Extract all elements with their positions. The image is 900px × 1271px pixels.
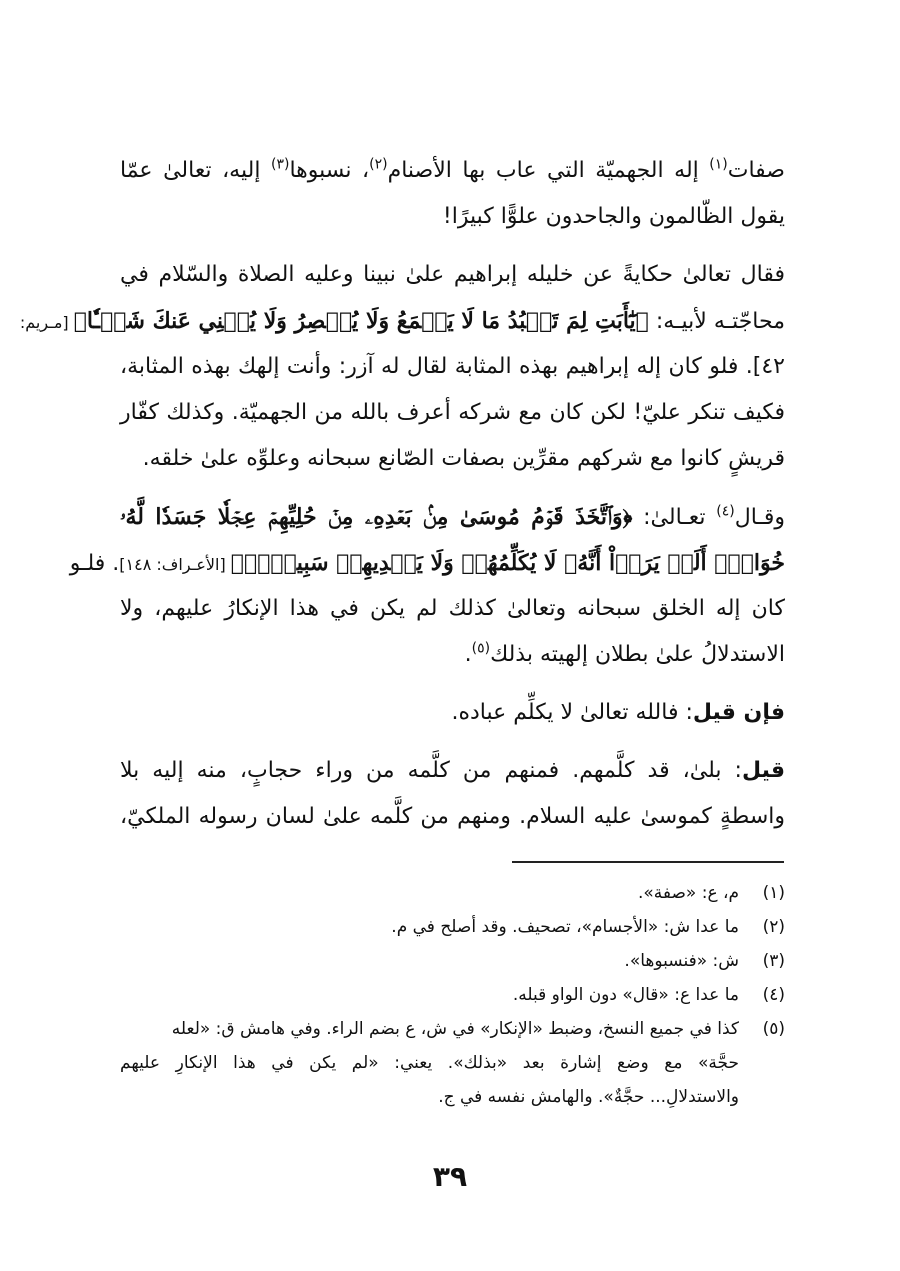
footnote-text: م، ع: «صفة». [637,883,739,903]
quran-verse-araf-148-part-2: خُوَارٌۚ أَلَمۡ يَرَوۡاْ أَنَّهُۥ لَا يُكَلِّمُهُمۡ وَلَا يَهۡدِيهِمۡ سَبِيلًاۘ﴾ [230,550,785,576]
quran-verse-maryam-42: ﴿يَٰٓأَبَتِ لِمَ تَعۡبُدُ مَا لَا يَسۡمَعُ وَلَا يُبۡصِرُ وَلَا يُغۡنِي عَنكَ شَيۡـٔٗا﴾ [73,308,649,334]
footnote-number: (٣) [762,951,785,971]
footnote-3 [120,944,785,978]
footnote-text: كذا في جميع النسخ، وضبط «الإنكار» في ش، ع بضم الراء. وفي هامش ق: «لعله [171,1019,739,1039]
footnote-ref-1[interactable]: (١) [709,156,728,173]
footnote-number: (٤) [762,985,785,1005]
paragraph-3-line-4: الاستدلالُ علىٰ بطلان إلهيته بذلك$^{(٥)}$. [464,640,785,667]
paragraph-3-line-2: خُوَارٌۚ أَلَمۡ يَرَوۡاْ أَنَّهُۥ لَا يُكَلِّمُهُمۡ وَلَا يَهۡدِيهِمۡ سَبِيلًاۘ﴾ [الأعـراف: ١٤٨]. فلـو [69,550,785,576]
footnote-text: ما عدا ش: «الأجسام»، تصحيف. وقد أصلح في م. [391,917,739,937]
paragraph-2-line-4: فكيف تنكر عليّ! لكن كان مع شركه أعرف بالله من الجهميّة. وكذلك كفّار [120,400,785,425]
page-number: ٣٩ [432,1160,468,1193]
footnote-4 [120,978,785,1012]
paragraph-3-line-1: وقـال$^{(٤)}$ تعـالىٰ: ﴿وَٱتَّخَذَ قَوۡمُ مُوسَىٰ مِنۢ بَعۡدِهِۦ مِنۡ حُلِيِّهِمۡ عِجۡلٗا جَسَدٗا لَّهُۥ [120,503,785,530]
paragraph-3-line-3: كان إله الخلق سبحانه وتعالىٰ كذلك لم يكن في هذا الإنكارُ عليهم، ولا [120,596,785,621]
verse-citation: [الأعـراف: ١٤٨] [119,555,231,574]
footnote-ref-4[interactable]: (٤) [716,503,735,520]
footnote-separator [512,861,784,863]
footnote-number: (١) [762,883,785,903]
paragraph-4-line-1: فإن قيل: فالله تعالىٰ لا يكلِّم عباده. [451,700,785,725]
footnote-text: ش: «فنسبوها». [624,951,739,971]
objection-lead: فإن قيل [692,700,785,725]
footnote-1 [120,876,785,910]
reply-lead: قيل [741,758,785,783]
footnote-5-continuation-2: والاستدلالِ... حجَّةٌ». والهامش نفسه في ج. [438,1087,739,1107]
paragraph-5-line-2: واسطةٍ كموسىٰ عليه السلام. ومنهم من كلَّمه علىٰ لسان رسوله الملكيّ، [120,804,785,829]
paragraph-1-line-2: يقول الظّالمون والجاحدون علوًّا كبيرًا! [442,204,785,229]
footnote-5-continuation-1: حجَّة» مع وضع إشارة بعد «بذلك». يعني: «لم يكن في هذا الإنكارِ عليهم [120,1053,739,1073]
footnotes [120,876,785,1114]
footnote-number: (٢) [762,917,785,937]
quran-verse-araf-148-part-1: ﴿وَٱتَّخَذَ قَوۡمُ مُوسَىٰ مِنۢ بَعۡدِهِۦ مِنۡ حُلِيِّهِمۡ عِجۡلٗا جَسَدٗا لَّهُۥ [120,504,633,530]
footnote-2 [120,910,785,944]
paragraph-1-line-1: صفات$^{(١)}$ إله الجهميّة التي عاب بها الأصنام$^{(٢)}$، نسبوها$^{(٣)}$ إليه، تعالىٰ عمّا [120,156,785,183]
footnote-number: (٥) [762,1019,785,1039]
paragraph-2-line-2: محاجّتـه لأبيـه: ﴿يَٰٓأَبَتِ لِمَ تَعۡبُدُ مَا لَا يَسۡمَعُ وَلَا يُبۡصِرُ وَلَا يُغۡنِي عَنكَ شَيۡـٔٗا﴾ [مـريم: [19,308,785,334]
footnote-text: ما عدا ع: «قال» دون الواو قبله. [512,985,739,1005]
paragraph-2-line-1: فقال تعالىٰ حكايةً عن خليله إبراهيم علىٰ نبينا وعليه الصلاة والسّلام في [120,262,785,287]
footnote-ref-3[interactable]: (٣) [270,156,290,173]
main-text [19,148,785,840]
paragraph-2-line-3: ٤٢]. فلو كان إله إبراهيم بهذه المثابة لقال له آزر: وأنت إلهك بهذه المثابة، [120,354,785,379]
footnote-ref-5[interactable]: (٥) [471,640,491,657]
verse-citation: [مـريم: [19,313,74,332]
paragraph-2-line-5: قريشٍ كانوا مع شركهم مقرِّين بصفات الصّانع سبحانه وعلوِّه علىٰ خلقه. [142,446,785,471]
paragraph-5-line-1: قيل: بلىٰ، قد كلَّمهم. فمنهم من كلَّمه من وراء حجابٍ، منه إليه بلا [120,758,785,783]
footnote-5 [120,1012,785,1046]
footnote-ref-2[interactable]: (٢) [369,156,388,173]
